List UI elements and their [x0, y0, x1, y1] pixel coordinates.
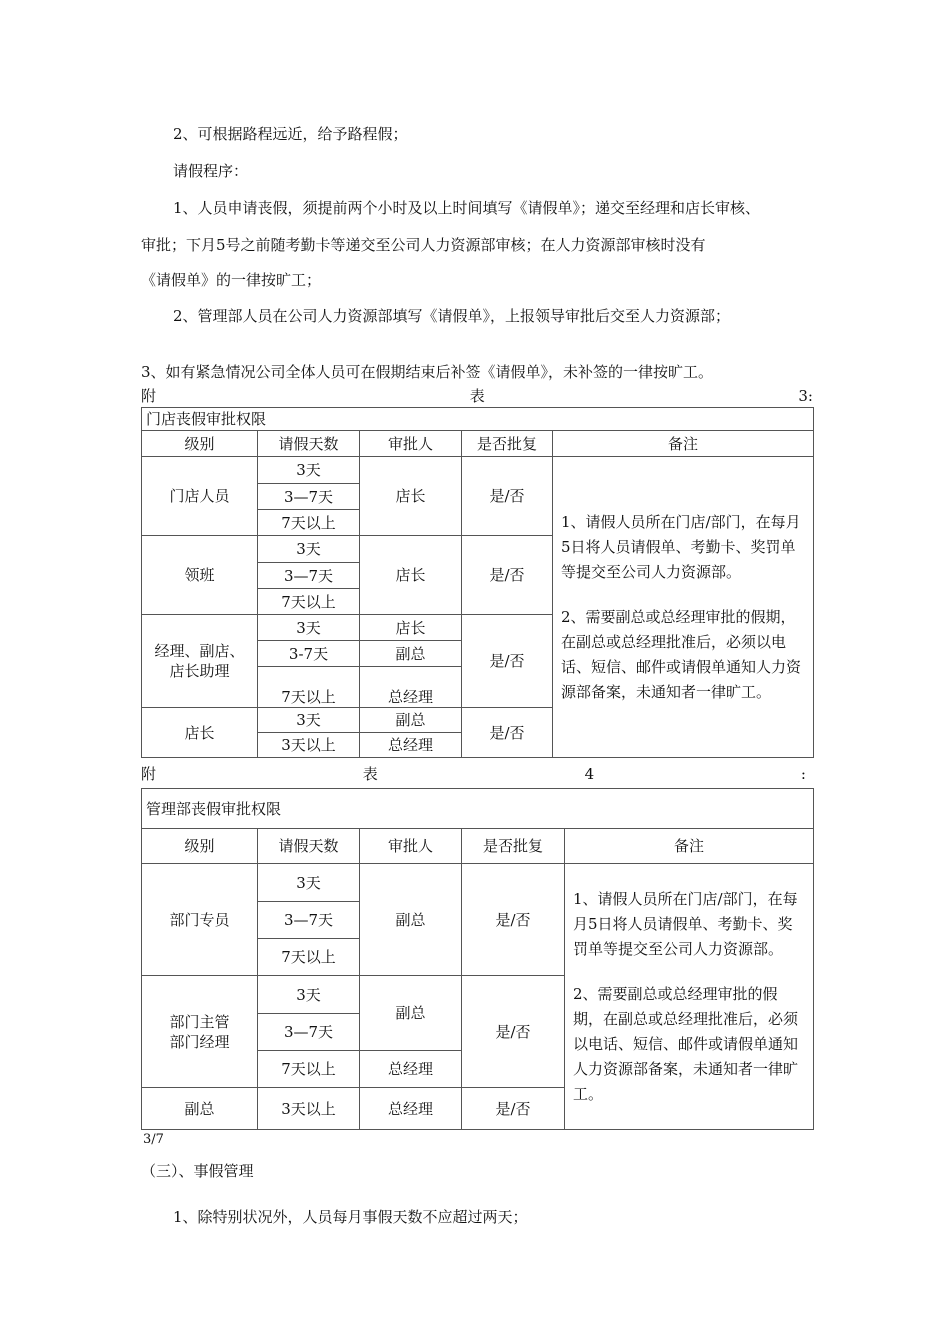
approver-cell: 总经理: [360, 1088, 462, 1130]
paragraph-procedure-1b: 审批；下月5号之前随考勤卡等递交至公司人力资源部审核；在人力资源部审核时没有: [141, 236, 706, 254]
days-cell: 3天以上: [258, 1088, 360, 1130]
caption-3-colon: :: [807, 387, 813, 405]
days-cell: 3天: [258, 976, 360, 1014]
remark-1: 1、请假人员所在门店/部门，在每月5日将人员请假单、考勤卡、奖罚单等提交至公司人力资源部。: [561, 512, 801, 581]
header-days: 请假天数: [258, 431, 360, 457]
remarks-cell: [565, 864, 814, 1130]
approver-cell: 总经理: [360, 667, 462, 708]
reply-cell: 是/否: [462, 615, 553, 708]
caption-3-number: 3: [798, 387, 808, 405]
caption-3-appendix: 附: [141, 387, 157, 405]
caption-3-table: 表: [469, 387, 485, 405]
approver-cell: 副总: [360, 708, 462, 733]
paragraph-procedure-heading: 请假程序：: [173, 162, 249, 180]
appendix-4-caption: [141, 764, 806, 784]
days-cell: 3天: [258, 708, 360, 733]
approver-cell: 副总: [360, 864, 462, 976]
header-reply: 是否批复: [462, 829, 565, 864]
remark-1: 1、请假人员所在门店/部门，在每月5日将人员请假单、考勤卡、奖罚单等提交至公司人力资源部。: [573, 889, 798, 958]
approver-cell: 店长: [360, 615, 462, 641]
store-funeral-leave-table: [141, 407, 814, 758]
paragraph-procedure-3: 3、如有紧急情况公司全体人员可在假期结束后补签《请假单》，未补签的一律按旷工。: [141, 363, 714, 381]
approver-cell: 副总: [360, 976, 462, 1051]
days-cell: 3天: [258, 864, 360, 902]
level-line-1: 经理、副店、: [154, 642, 245, 660]
days-cell: 7天以上: [258, 589, 360, 615]
page-number: 3/7: [143, 1132, 164, 1147]
reply-cell: 是/否: [462, 976, 565, 1088]
header-remarks: 备注: [565, 829, 814, 864]
section-heading: （三）、事假管理: [141, 1162, 254, 1180]
table-title: 门店丧假审批权限: [142, 408, 814, 431]
header-reply: 是否批复: [462, 431, 553, 457]
approver-cell: 店长: [360, 536, 462, 615]
reply-cell: 是/否: [462, 864, 565, 976]
header-approver: 审批人: [360, 431, 462, 457]
days-cell: 3天: [258, 615, 360, 641]
header-level: 级别: [142, 829, 258, 864]
days-cell: 3—7天: [258, 563, 360, 589]
level-line-2: 部门经理: [169, 1032, 230, 1051]
caption-4-table: 表: [362, 765, 378, 783]
level-line-2: 店长助理: [169, 662, 230, 680]
days-cell: 7天以上: [258, 1051, 360, 1088]
level-cell: [142, 976, 258, 1088]
level-cell: 店长: [142, 708, 258, 758]
days-cell: 3天: [258, 536, 360, 563]
approver-cell: 总经理: [360, 733, 462, 758]
caption-4-number: 4: [584, 765, 595, 783]
level-cell: 领班: [142, 536, 258, 615]
days-cell: 3-7天: [258, 641, 360, 667]
appendix-3-caption: [141, 386, 813, 406]
reply-cell: 是/否: [462, 457, 553, 536]
approver-cell: 总经理: [360, 1051, 462, 1088]
header-approver: 审批人: [360, 829, 462, 864]
paragraph-procedure-2: 2、管理部人员在公司人力资源部填写《请假单》，上报领导审批后交至人力资源部；: [173, 307, 731, 325]
days-cell: 7天以上: [258, 939, 360, 976]
header-level: 级别: [142, 431, 258, 457]
table-title: 管理部丧假审批权限: [142, 789, 814, 829]
level-cell: 副总: [142, 1088, 258, 1130]
paragraph-procedure-1c: 《请假单》的一律按旷工；: [141, 271, 322, 289]
days-cell: 7天以上: [258, 510, 360, 536]
days-cell: 3—7天: [258, 902, 360, 939]
level-line-1: 部门主管: [169, 1012, 230, 1031]
remarks-cell: [553, 457, 814, 758]
days-cell: 3—7天: [258, 484, 360, 510]
days-cell: 3天以上: [258, 733, 360, 758]
paragraph-procedure-1a: 1、人员申请丧假，须提前两个小时及以上时间填写《请假单》；递交至经理和店长审核、: [173, 199, 761, 217]
approver-cell: 副总: [360, 641, 462, 667]
approver-cell: 店长: [360, 457, 462, 536]
days-cell: 7天以上: [258, 667, 360, 708]
reply-cell: 是/否: [462, 1088, 565, 1130]
days-cell: 3天: [258, 457, 360, 484]
paragraph-road-leave: 2、可根据路程远近，给予路程假；: [173, 125, 408, 143]
level-cell: [142, 615, 258, 708]
header-days: 请假天数: [258, 829, 360, 864]
remark-2: 2、需要副总或总经理审批的假期，在副总或总经理批准后，必须以电话、短信、邮件或请假单通知人力资源部备案，未通知者一律旷工。: [561, 607, 802, 701]
caption-4-appendix: 附: [141, 765, 157, 783]
remark-2: 2、需要副总或总经理审批的假期，在副总或总经理批准后，必须以电话、短信、邮件或请假单通知人力资源部备案，未通知者一律旷工。: [573, 984, 799, 1103]
header-remarks: 备注: [553, 431, 814, 457]
reply-cell: 是/否: [462, 708, 553, 758]
level-cell: 部门专员: [142, 864, 258, 976]
level-cell: 门店人员: [142, 457, 258, 536]
reply-cell: 是/否: [462, 536, 553, 615]
paragraph-personal-leave-1: 1、除特别状况外，人员每月事假天数不应超过两天；: [173, 1208, 528, 1226]
caption-4-colon: :: [800, 765, 806, 783]
management-funeral-leave-table: [141, 788, 814, 1130]
days-cell: 3—7天: [258, 1014, 360, 1051]
